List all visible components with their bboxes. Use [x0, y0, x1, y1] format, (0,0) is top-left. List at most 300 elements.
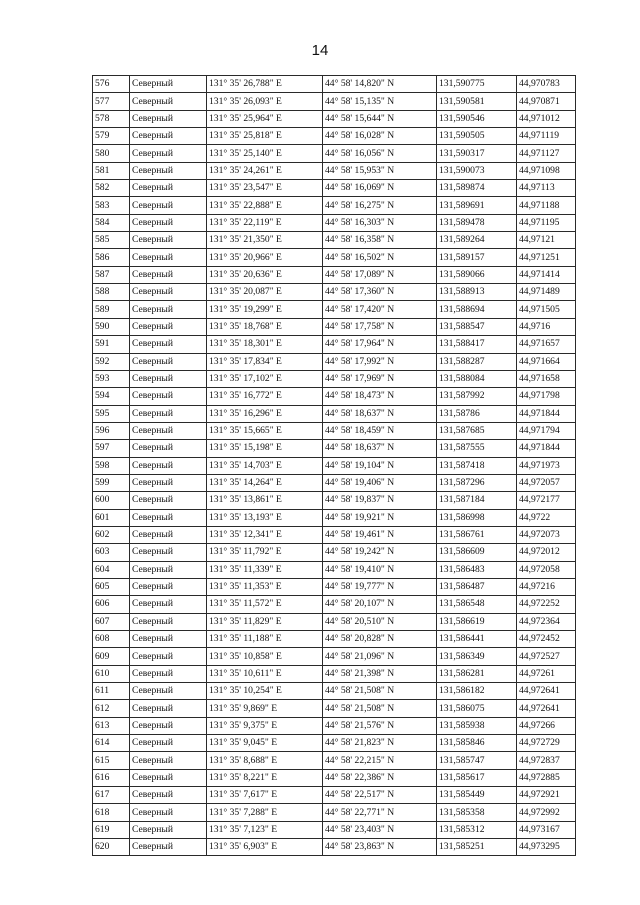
- longitude-dms-cell: 131° 35' 10,611" E: [207, 665, 323, 682]
- latitude-dms-cell: 44° 58' 21,398" N: [323, 665, 437, 682]
- latitude-decimal-cell: 44,97113: [517, 180, 576, 197]
- longitude-dms-cell: 131° 35' 20,087" E: [207, 284, 323, 301]
- table-row: [93, 631, 576, 648]
- point-number-cell: 605: [93, 578, 130, 595]
- latitude-dms-cell: 44° 58' 23,863" N: [323, 839, 437, 856]
- table-row: [93, 353, 576, 370]
- zone-name-cell: Северный: [130, 422, 207, 439]
- table-row: [93, 232, 576, 249]
- longitude-dms-cell: 131° 35' 15,198" E: [207, 440, 323, 457]
- point-number-cell: 607: [93, 613, 130, 630]
- latitude-dms-cell: 44° 58' 19,777" N: [323, 578, 437, 595]
- table-row: [93, 284, 576, 301]
- point-number-cell: 616: [93, 769, 130, 786]
- zone-name-cell: Северный: [130, 596, 207, 613]
- latitude-decimal-cell: 44,971657: [517, 336, 576, 353]
- longitude-dms-cell: 131° 35' 12,341" E: [207, 526, 323, 543]
- table-row: [93, 613, 576, 630]
- zone-name-cell: Северный: [130, 683, 207, 700]
- latitude-dms-cell: 44° 58' 18,637" N: [323, 440, 437, 457]
- zone-name-cell: Северный: [130, 214, 207, 231]
- longitude-dms-cell: 131° 35' 7,288" E: [207, 804, 323, 821]
- latitude-decimal-cell: 44,971127: [517, 145, 576, 162]
- latitude-dms-cell: 44° 58' 17,360" N: [323, 284, 437, 301]
- coordinates-table: [92, 75, 576, 856]
- table-row: [93, 110, 576, 127]
- table-row: [93, 752, 576, 769]
- latitude-decimal-cell: 44,971798: [517, 388, 576, 405]
- zone-name-cell: Северный: [130, 388, 207, 405]
- longitude-dms-cell: 131° 35' 9,375" E: [207, 717, 323, 734]
- longitude-dms-cell: 131° 35' 25,140" E: [207, 145, 323, 162]
- longitude-dms-cell: 131° 35' 13,193" E: [207, 509, 323, 526]
- point-number-cell: 609: [93, 648, 130, 665]
- latitude-decimal-cell: 44,971664: [517, 353, 576, 370]
- latitude-decimal-cell: 44,972992: [517, 804, 576, 821]
- table-row: [93, 422, 576, 439]
- longitude-decimal-cell: 131,58786: [437, 405, 517, 422]
- longitude-decimal-cell: 131,585312: [437, 821, 517, 838]
- zone-name-cell: Северный: [130, 578, 207, 595]
- zone-name-cell: Северный: [130, 631, 207, 648]
- latitude-decimal-cell: 44,971794: [517, 422, 576, 439]
- table-row: [93, 474, 576, 491]
- latitude-dms-cell: 44° 58' 18,473" N: [323, 388, 437, 405]
- point-number-cell: 583: [93, 197, 130, 214]
- table-row: [93, 509, 576, 526]
- zone-name-cell: Северный: [130, 665, 207, 682]
- longitude-dms-cell: 131° 35' 21,350" E: [207, 232, 323, 249]
- point-number-cell: 586: [93, 249, 130, 266]
- longitude-decimal-cell: 131,586609: [437, 544, 517, 561]
- latitude-dms-cell: 44° 58' 21,508" N: [323, 683, 437, 700]
- table-row: [93, 804, 576, 821]
- table-row: [93, 318, 576, 335]
- point-number-cell: 585: [93, 232, 130, 249]
- point-number-cell: 591: [93, 336, 130, 353]
- latitude-decimal-cell: 44,97121: [517, 232, 576, 249]
- latitude-dms-cell: 44° 58' 17,758" N: [323, 318, 437, 335]
- latitude-dms-cell: 44° 58' 17,969" N: [323, 370, 437, 387]
- latitude-decimal-cell: 44,972729: [517, 735, 576, 752]
- table-row: [93, 162, 576, 179]
- longitude-decimal-cell: 131,587685: [437, 422, 517, 439]
- longitude-decimal-cell: 131,586281: [437, 665, 517, 682]
- longitude-dms-cell: 131° 35' 17,102" E: [207, 370, 323, 387]
- latitude-dms-cell: 44° 58' 22,517" N: [323, 787, 437, 804]
- latitude-decimal-cell: 44,971505: [517, 301, 576, 318]
- point-number-cell: 578: [93, 110, 130, 127]
- table-row: [93, 336, 576, 353]
- latitude-decimal-cell: 44,972921: [517, 787, 576, 804]
- zone-name-cell: Северный: [130, 110, 207, 127]
- table-row: [93, 197, 576, 214]
- point-number-cell: 589: [93, 301, 130, 318]
- table-row: [93, 93, 576, 110]
- longitude-decimal-cell: 131,586998: [437, 509, 517, 526]
- zone-name-cell: Северный: [130, 735, 207, 752]
- point-number-cell: 600: [93, 492, 130, 509]
- longitude-dms-cell: 131° 35' 20,966" E: [207, 249, 323, 266]
- table-row: [93, 769, 576, 786]
- longitude-dms-cell: 131° 35' 20,636" E: [207, 266, 323, 283]
- point-number-cell: 588: [93, 284, 130, 301]
- point-number-cell: 604: [93, 561, 130, 578]
- point-number-cell: 593: [93, 370, 130, 387]
- latitude-dms-cell: 44° 58' 15,135" N: [323, 93, 437, 110]
- latitude-decimal-cell: 44,971489: [517, 284, 576, 301]
- point-number-cell: 579: [93, 128, 130, 145]
- latitude-dms-cell: 44° 58' 21,823" N: [323, 735, 437, 752]
- table-row: [93, 457, 576, 474]
- longitude-decimal-cell: 131,589264: [437, 232, 517, 249]
- point-number-cell: 618: [93, 804, 130, 821]
- longitude-dms-cell: 131° 35' 9,869" E: [207, 700, 323, 717]
- longitude-dms-cell: 131° 35' 13,861" E: [207, 492, 323, 509]
- latitude-dms-cell: 44° 58' 19,461" N: [323, 526, 437, 543]
- longitude-decimal-cell: 131,585449: [437, 787, 517, 804]
- zone-name-cell: Северный: [130, 405, 207, 422]
- longitude-decimal-cell: 131,586483: [437, 561, 517, 578]
- longitude-decimal-cell: 131,588287: [437, 353, 517, 370]
- table-row: [93, 561, 576, 578]
- latitude-dms-cell: 44° 58' 22,215" N: [323, 752, 437, 769]
- longitude-decimal-cell: 131,590505: [437, 128, 517, 145]
- longitude-decimal-cell: 131,587184: [437, 492, 517, 509]
- point-number-cell: 577: [93, 93, 130, 110]
- latitude-dms-cell: 44° 58' 20,107" N: [323, 596, 437, 613]
- latitude-decimal-cell: 44,972177: [517, 492, 576, 509]
- latitude-decimal-cell: 44,9716: [517, 318, 576, 335]
- zone-name-cell: Северный: [130, 284, 207, 301]
- latitude-decimal-cell: 44,970871: [517, 93, 576, 110]
- longitude-decimal-cell: 131,589157: [437, 249, 517, 266]
- table-row: [93, 301, 576, 318]
- longitude-decimal-cell: 131,586182: [437, 683, 517, 700]
- longitude-dms-cell: 131° 35' 15,665" E: [207, 422, 323, 439]
- latitude-decimal-cell: 44,971251: [517, 249, 576, 266]
- latitude-decimal-cell: 44,971119: [517, 128, 576, 145]
- latitude-dms-cell: 44° 58' 22,771" N: [323, 804, 437, 821]
- point-number-cell: 596: [93, 422, 130, 439]
- longitude-dms-cell: 131° 35' 8,221" E: [207, 769, 323, 786]
- longitude-decimal-cell: 131,585617: [437, 769, 517, 786]
- latitude-dms-cell: 44° 58' 17,992" N: [323, 353, 437, 370]
- longitude-dms-cell: 131° 35' 7,617" E: [207, 787, 323, 804]
- zone-name-cell: Северный: [130, 457, 207, 474]
- longitude-decimal-cell: 131,588547: [437, 318, 517, 335]
- point-number-cell: 611: [93, 683, 130, 700]
- zone-name-cell: Северный: [130, 474, 207, 491]
- longitude-dms-cell: 131° 35' 17,834" E: [207, 353, 323, 370]
- latitude-dms-cell: 44° 58' 20,828" N: [323, 631, 437, 648]
- longitude-decimal-cell: 131,587555: [437, 440, 517, 457]
- zone-name-cell: Северный: [130, 93, 207, 110]
- table-row: [93, 839, 576, 856]
- point-number-cell: 599: [93, 474, 130, 491]
- longitude-dms-cell: 131° 35' 23,547" E: [207, 180, 323, 197]
- latitude-decimal-cell: 44,972837: [517, 752, 576, 769]
- latitude-decimal-cell: 44,972452: [517, 631, 576, 648]
- latitude-dms-cell: 44° 58' 19,410" N: [323, 561, 437, 578]
- latitude-dms-cell: 44° 58' 15,644" N: [323, 110, 437, 127]
- latitude-decimal-cell: 44,972641: [517, 683, 576, 700]
- zone-name-cell: Северный: [130, 301, 207, 318]
- latitude-decimal-cell: 44,973295: [517, 839, 576, 856]
- longitude-dms-cell: 131° 35' 14,703" E: [207, 457, 323, 474]
- longitude-dms-cell: 131° 35' 22,888" E: [207, 197, 323, 214]
- table-row: [93, 683, 576, 700]
- zone-name-cell: Северный: [130, 509, 207, 526]
- latitude-decimal-cell: 44,97261: [517, 665, 576, 682]
- zone-name-cell: Северный: [130, 613, 207, 630]
- latitude-decimal-cell: 44,971098: [517, 162, 576, 179]
- latitude-decimal-cell: 44,972641: [517, 700, 576, 717]
- latitude-decimal-cell: 44,971195: [517, 214, 576, 231]
- longitude-decimal-cell: 131,590317: [437, 145, 517, 162]
- page-number: 14: [311, 42, 329, 59]
- zone-name-cell: Северный: [130, 839, 207, 856]
- zone-name-cell: Северный: [130, 145, 207, 162]
- zone-name-cell: Северный: [130, 128, 207, 145]
- point-number-cell: 620: [93, 839, 130, 856]
- latitude-decimal-cell: 44,971973: [517, 457, 576, 474]
- table-row: [93, 214, 576, 231]
- point-number-cell: 576: [93, 76, 130, 93]
- latitude-decimal-cell: 44,970783: [517, 76, 576, 93]
- longitude-decimal-cell: 131,585938: [437, 717, 517, 734]
- table-row: [93, 492, 576, 509]
- longitude-dms-cell: 131° 35' 10,858" E: [207, 648, 323, 665]
- table-row: [93, 526, 576, 543]
- point-number-cell: 610: [93, 665, 130, 682]
- point-number-cell: 595: [93, 405, 130, 422]
- longitude-dms-cell: 131° 35' 9,045" E: [207, 735, 323, 752]
- longitude-decimal-cell: 131,586441: [437, 631, 517, 648]
- longitude-decimal-cell: 131,585251: [437, 839, 517, 856]
- latitude-dms-cell: 44° 58' 22,386" N: [323, 769, 437, 786]
- longitude-dms-cell: 131° 35' 25,964" E: [207, 110, 323, 127]
- zone-name-cell: Северный: [130, 370, 207, 387]
- latitude-dms-cell: 44° 58' 17,420" N: [323, 301, 437, 318]
- longitude-dms-cell: 131° 35' 11,188" E: [207, 631, 323, 648]
- longitude-decimal-cell: 131,590546: [437, 110, 517, 127]
- latitude-decimal-cell: 44,972012: [517, 544, 576, 561]
- table-row: [93, 180, 576, 197]
- table-row: [93, 596, 576, 613]
- longitude-decimal-cell: 131,585846: [437, 735, 517, 752]
- longitude-dms-cell: 131° 35' 26,788" E: [207, 76, 323, 93]
- point-number-cell: 615: [93, 752, 130, 769]
- longitude-dms-cell: 131° 35' 11,353" E: [207, 578, 323, 595]
- latitude-dms-cell: 44° 58' 15,953" N: [323, 162, 437, 179]
- table-row: [93, 717, 576, 734]
- zone-name-cell: Северный: [130, 76, 207, 93]
- zone-name-cell: Северный: [130, 804, 207, 821]
- point-number-cell: 612: [93, 700, 130, 717]
- point-number-cell: 614: [93, 735, 130, 752]
- table-row: [93, 405, 576, 422]
- latitude-dms-cell: 44° 58' 21,576" N: [323, 717, 437, 734]
- latitude-dms-cell: 44° 58' 16,028" N: [323, 128, 437, 145]
- point-number-cell: 617: [93, 787, 130, 804]
- latitude-dms-cell: 44° 58' 20,510" N: [323, 613, 437, 630]
- point-number-cell: 619: [93, 821, 130, 838]
- latitude-dms-cell: 44° 58' 23,403" N: [323, 821, 437, 838]
- table-row: [93, 266, 576, 283]
- point-number-cell: 602: [93, 526, 130, 543]
- zone-name-cell: Северный: [130, 197, 207, 214]
- zone-name-cell: Северный: [130, 266, 207, 283]
- longitude-decimal-cell: 131,586075: [437, 700, 517, 717]
- table-row: [93, 128, 576, 145]
- longitude-decimal-cell: 131,590775: [437, 76, 517, 93]
- latitude-decimal-cell: 44,9722: [517, 509, 576, 526]
- point-number-cell: 581: [93, 162, 130, 179]
- latitude-dms-cell: 44° 58' 17,089" N: [323, 266, 437, 283]
- table-row: [93, 578, 576, 595]
- point-number-cell: 601: [93, 509, 130, 526]
- longitude-dms-cell: 131° 35' 11,792" E: [207, 544, 323, 561]
- latitude-dms-cell: 44° 58' 16,502" N: [323, 249, 437, 266]
- longitude-decimal-cell: 131,587418: [437, 457, 517, 474]
- zone-name-cell: Северный: [130, 700, 207, 717]
- latitude-dms-cell: 44° 58' 19,837" N: [323, 492, 437, 509]
- latitude-dms-cell: 44° 58' 19,242" N: [323, 544, 437, 561]
- latitude-dms-cell: 44° 58' 16,056" N: [323, 145, 437, 162]
- longitude-decimal-cell: 131,586349: [437, 648, 517, 665]
- longitude-dms-cell: 131° 35' 8,688" E: [207, 752, 323, 769]
- longitude-dms-cell: 131° 35' 10,254" E: [207, 683, 323, 700]
- longitude-dms-cell: 131° 35' 11,572" E: [207, 596, 323, 613]
- table-row: [93, 544, 576, 561]
- zone-name-cell: Северный: [130, 336, 207, 353]
- zone-name-cell: Северный: [130, 787, 207, 804]
- zone-name-cell: Северный: [130, 648, 207, 665]
- latitude-decimal-cell: 44,97266: [517, 717, 576, 734]
- longitude-decimal-cell: 131,590581: [437, 93, 517, 110]
- point-number-cell: 613: [93, 717, 130, 734]
- point-number-cell: 594: [93, 388, 130, 405]
- longitude-decimal-cell: 131,587992: [437, 388, 517, 405]
- table-row: [93, 76, 576, 93]
- latitude-dms-cell: 44° 58' 21,096" N: [323, 648, 437, 665]
- zone-name-cell: Северный: [130, 440, 207, 457]
- zone-name-cell: Северный: [130, 821, 207, 838]
- latitude-decimal-cell: 44,971658: [517, 370, 576, 387]
- longitude-dms-cell: 131° 35' 26,093" E: [207, 93, 323, 110]
- zone-name-cell: Северный: [130, 180, 207, 197]
- point-number-cell: 587: [93, 266, 130, 283]
- longitude-decimal-cell: 131,589066: [437, 266, 517, 283]
- longitude-decimal-cell: 131,588694: [437, 301, 517, 318]
- longitude-decimal-cell: 131,589874: [437, 180, 517, 197]
- longitude-decimal-cell: 131,586548: [437, 596, 517, 613]
- latitude-dms-cell: 44° 58' 19,406" N: [323, 474, 437, 491]
- latitude-dms-cell: 44° 58' 21,508" N: [323, 700, 437, 717]
- zone-name-cell: Северный: [130, 162, 207, 179]
- longitude-dms-cell: 131° 35' 14,264" E: [207, 474, 323, 491]
- zone-name-cell: Северный: [130, 353, 207, 370]
- table-row: [93, 145, 576, 162]
- longitude-dms-cell: 131° 35' 11,339" E: [207, 561, 323, 578]
- latitude-dms-cell: 44° 58' 18,459" N: [323, 422, 437, 439]
- longitude-decimal-cell: 131,586619: [437, 613, 517, 630]
- table-row: [93, 665, 576, 682]
- latitude-decimal-cell: 44,972058: [517, 561, 576, 578]
- latitude-decimal-cell: 44,971844: [517, 440, 576, 457]
- point-number-cell: 590: [93, 318, 130, 335]
- latitude-decimal-cell: 44,971012: [517, 110, 576, 127]
- latitude-decimal-cell: 44,973167: [517, 821, 576, 838]
- zone-name-cell: Северный: [130, 526, 207, 543]
- longitude-dms-cell: 131° 35' 11,829" E: [207, 613, 323, 630]
- latitude-dms-cell: 44° 58' 19,921" N: [323, 509, 437, 526]
- longitude-decimal-cell: 131,588913: [437, 284, 517, 301]
- table-row: [93, 821, 576, 838]
- longitude-dms-cell: 131° 35' 7,123" E: [207, 821, 323, 838]
- point-number-cell: 603: [93, 544, 130, 561]
- coordinates-table-body: [93, 76, 576, 856]
- point-number-cell: 584: [93, 214, 130, 231]
- longitude-dms-cell: 131° 35' 22,119" E: [207, 214, 323, 231]
- latitude-dms-cell: 44° 58' 16,069" N: [323, 180, 437, 197]
- latitude-dms-cell: 44° 58' 16,358" N: [323, 232, 437, 249]
- point-number-cell: 580: [93, 145, 130, 162]
- longitude-dms-cell: 131° 35' 18,768" E: [207, 318, 323, 335]
- table-row: [93, 648, 576, 665]
- latitude-decimal-cell: 44,972252: [517, 596, 576, 613]
- table-row: [93, 735, 576, 752]
- latitude-dms-cell: 44° 58' 16,275" N: [323, 197, 437, 214]
- longitude-decimal-cell: 131,585747: [437, 752, 517, 769]
- point-number-cell: 608: [93, 631, 130, 648]
- longitude-dms-cell: 131° 35' 25,818" E: [207, 128, 323, 145]
- zone-name-cell: Северный: [130, 769, 207, 786]
- longitude-dms-cell: 131° 35' 6,903" E: [207, 839, 323, 856]
- zone-name-cell: Северный: [130, 717, 207, 734]
- point-number-cell: 598: [93, 457, 130, 474]
- point-number-cell: 606: [93, 596, 130, 613]
- longitude-decimal-cell: 131,590073: [437, 162, 517, 179]
- table-row: [93, 370, 576, 387]
- table-row: [93, 700, 576, 717]
- longitude-dms-cell: 131° 35' 18,301" E: [207, 336, 323, 353]
- table-row: [93, 388, 576, 405]
- latitude-dms-cell: 44° 58' 14,820" N: [323, 76, 437, 93]
- latitude-dms-cell: 44° 58' 18,637" N: [323, 405, 437, 422]
- zone-name-cell: Северный: [130, 249, 207, 266]
- longitude-dms-cell: 131° 35' 16,296" E: [207, 405, 323, 422]
- latitude-dms-cell: 44° 58' 16,303" N: [323, 214, 437, 231]
- latitude-decimal-cell: 44,971414: [517, 266, 576, 283]
- longitude-decimal-cell: 131,585358: [437, 804, 517, 821]
- latitude-decimal-cell: 44,972885: [517, 769, 576, 786]
- latitude-decimal-cell: 44,972364: [517, 613, 576, 630]
- latitude-decimal-cell: 44,972073: [517, 526, 576, 543]
- point-number-cell: 582: [93, 180, 130, 197]
- zone-name-cell: Северный: [130, 752, 207, 769]
- longitude-decimal-cell: 131,586761: [437, 526, 517, 543]
- latitude-dms-cell: 44° 58' 17,964" N: [323, 336, 437, 353]
- zone-name-cell: Северный: [130, 492, 207, 509]
- table-row: [93, 787, 576, 804]
- table-row: [93, 440, 576, 457]
- latitude-decimal-cell: 44,97216: [517, 578, 576, 595]
- point-number-cell: 592: [93, 353, 130, 370]
- latitude-decimal-cell: 44,972057: [517, 474, 576, 491]
- zone-name-cell: Северный: [130, 318, 207, 335]
